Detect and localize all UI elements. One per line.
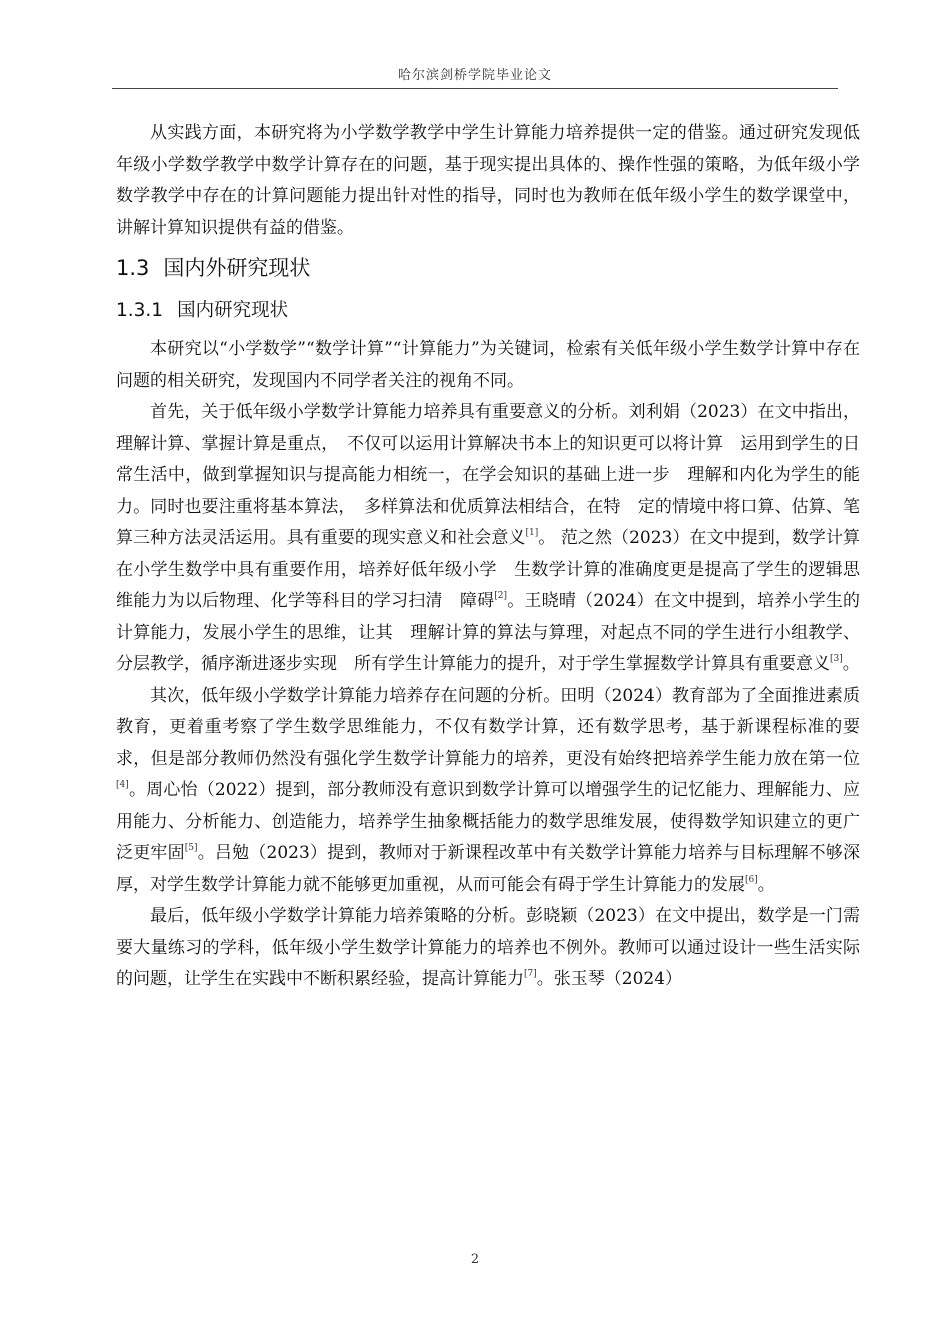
citation-ref-3: [3] <box>830 654 843 664</box>
citation-ref-5: [5] <box>184 843 198 853</box>
text-run: 首先，关于低年级小学数学计算能力培养具有重要意义的分析。刘利娟（2023）在文中指出，理解计算、掌握计算是重点， 不仅可以运用计算解决书本上的知识更可以将计算 运用到学生的日常生活中，做到掌握知识与提高能力相统一，在学会知识的基础上进一步 理解和内化为学生的能力。同时也要注重将基本算法， 多样算法和优质算法相结合，在特 定的情境中将口算、估算、笔算三种方法灵活运用。具有重要的现实意义和社会意义 <box>116 402 860 548</box>
paragraph-significance <box>116 397 860 681</box>
paragraph-practice: 从实践方面，本研究将为小学数学教学中学生计算能力培养提供一定的借鉴。通过研究发现低年级小学数学教学中数学计算存在的问题，基于现实提出具体的、操作性强的策略，为低年级小学数学教学中存在的计算问题能力提出针对性的指导，同时也为教师在低年级小学生的数学课堂中，讲解计算知识提供有益的借鉴。 <box>116 123 860 238</box>
text-run: 。 范之然（2023）在文中提到，数学计算在小学生数学中具有重要作用，培养好低年级小学 生数学计算的准确度更是提高了学生的逻辑思维能力为以后物理、化学等科目的学习扫清 障碍 <box>116 528 861 611</box>
subsection-title: 国内研究现状 <box>177 300 289 321</box>
text-run: 其次，低年级小学数学计算能力培养存在问题的分析。田明（2024）教育部为了全面推进素质教育，更着重考察了学生数学思维能力，不仅有数学计算，还有数学思考，基于新课程标准的要求，但是部分教师仍然没有强化学生数学计算能力的培养，更没有始终把培养学生能力放在第一位 <box>116 685 860 769</box>
text-run: 。 <box>842 654 860 674</box>
citation-ref-1: [1] <box>525 528 539 538</box>
section-number: 1.3 <box>116 256 150 280</box>
citation-ref-2: [2] <box>494 591 508 601</box>
running-header: 哈尔滨剑桥学院毕业论文 <box>397 68 552 83</box>
paragraph-intro: 本研究以“小学数学”“数学计算”“计算能力”为关键词，检索有关低年级小学生数学计算中存在问题的相关研究，发现国内不同学者关注的视角不同。 <box>116 339 860 391</box>
text-run: 。吕勉（2023）提到，教师对于新课程改革中有关数学计算能力培养与目标理解不够深厚，对学生数学计算能力就不能够更加重视，从而可能会有碍于学生计算能力的发展 <box>116 843 860 895</box>
citation-ref-4: [4] <box>116 780 129 790</box>
header-divider <box>112 88 838 89</box>
subsection-heading-1-3-1 <box>116 294 860 328</box>
paragraph-strategies <box>116 901 860 996</box>
text-run: 。周心怡（2022）提到，部分教师没有意识到数学计算可以增强学生的记忆能力、理解能力、应用能力、分析能力、创造能力，培养学生抽象概括能力的数学思维发展，使得数学知识建立的更广泛更牢固 <box>116 780 860 863</box>
text-run: 。王晓晴（2024）在文中提到，培养小学生的计算能力，发展小学生的思维，让其 理解计算的算法与算理，对起点不同的学生进行小组教学、分层教学，循序渐进逐步实现 所有学生计算能力的提升，对于学生掌握数学计算具有重要意义 <box>116 591 861 674</box>
page-body <box>116 118 860 996</box>
text-run: 。张玉琴（2024） <box>536 969 683 989</box>
subsection-number: 1.3.1 <box>116 300 164 321</box>
section-title: 国内外研究现状 <box>163 256 311 280</box>
citation-ref-7: [7] <box>524 969 537 979</box>
text-run: 。 <box>757 874 775 895</box>
section-heading-1-3 <box>116 252 860 284</box>
text-run: 最后，低年级小学数学计算能力培养策略的分析。彭晓颖（2023）在文中提出，数学是一门需要大量练习的学科，低年级小学生数学计算能力的培养也不例外。教师可以通过设计一些生活实际的问题，让学生在实践中不断积累经验，提高计算能力 <box>116 906 860 989</box>
paragraph-problems <box>116 681 860 902</box>
page-number: 2 <box>470 1252 480 1267</box>
citation-ref-6: [6] <box>745 874 758 885</box>
